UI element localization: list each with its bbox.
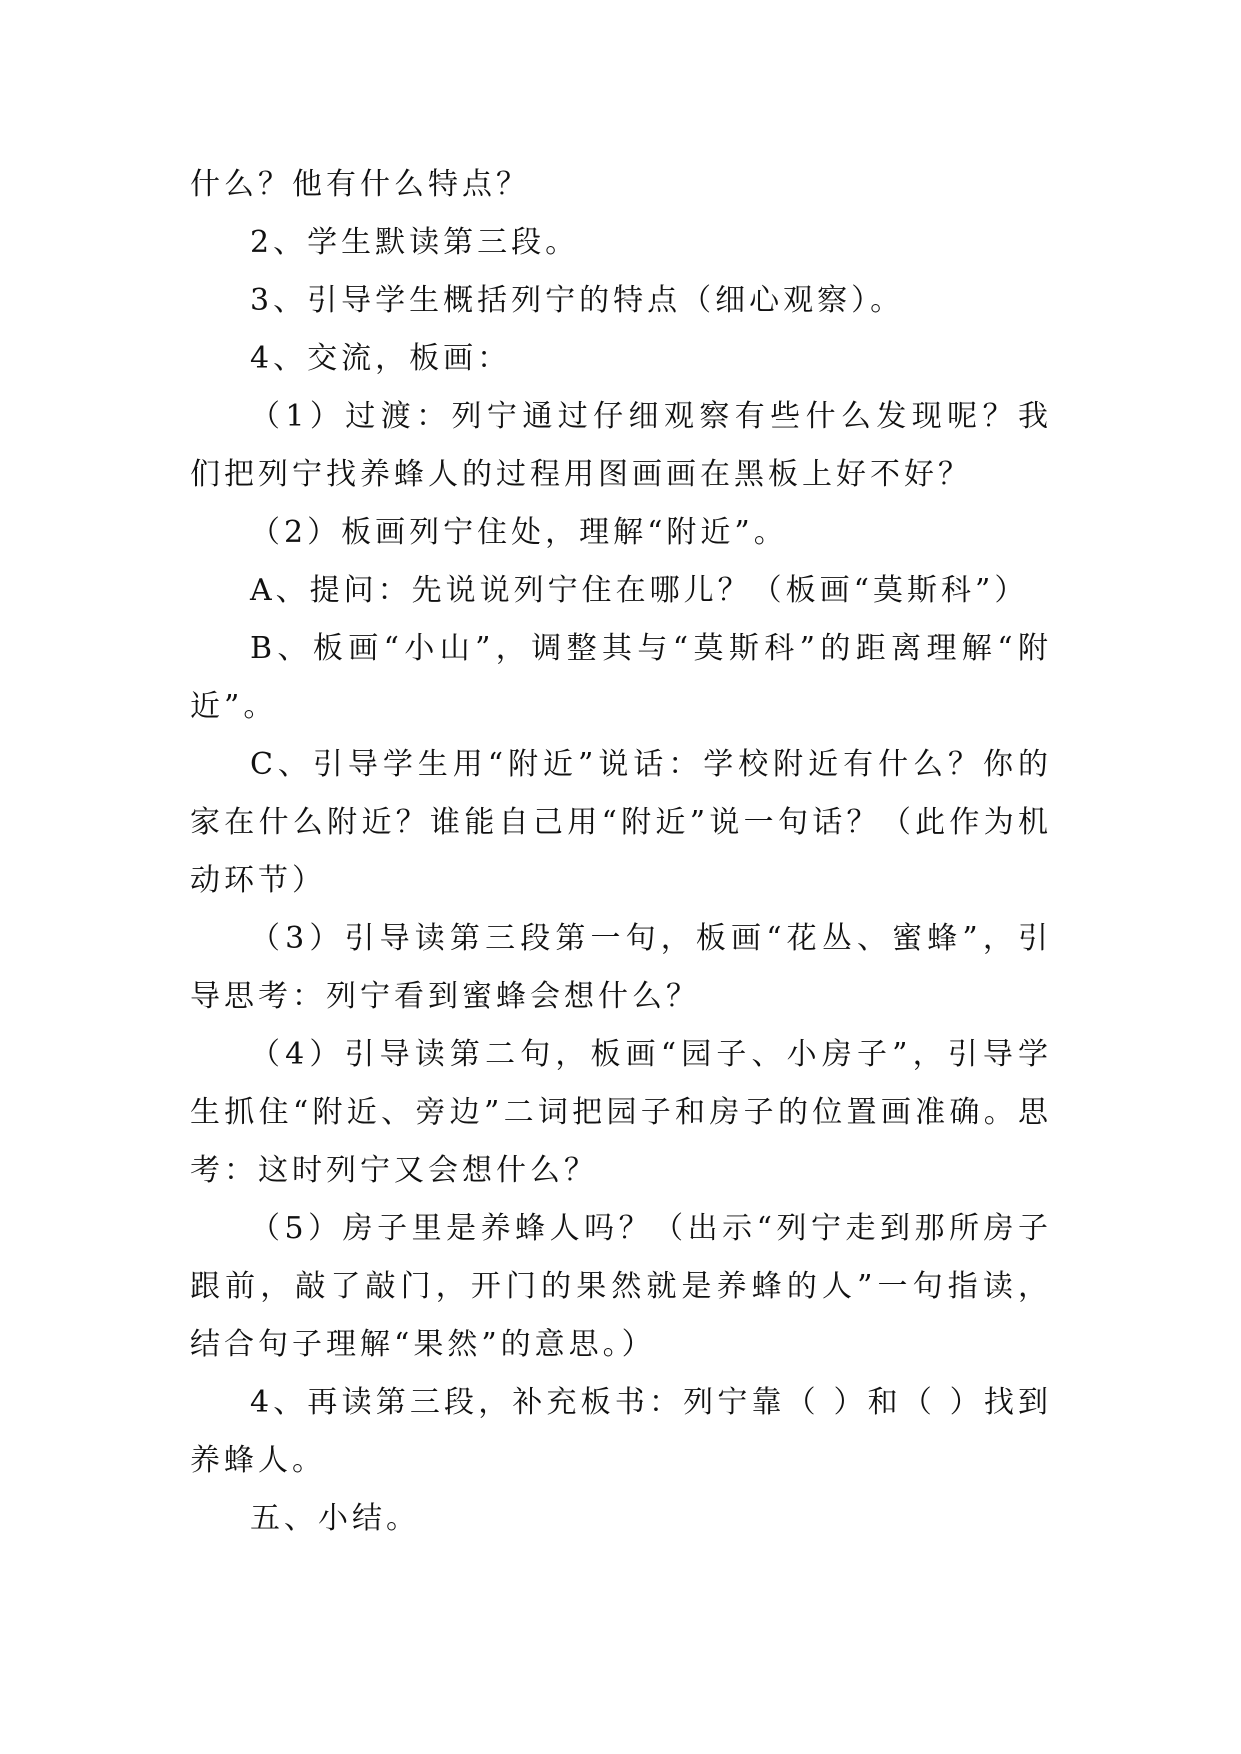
paragraph-step-4-reread: 4、再读第三段，补充板书：列宁靠（ ）和（ ）找到养蜂人。 [190,1385,1052,1478]
paragraph-step-3: 3、引导学生概括列宁的特点（细心观察）。 [250,283,905,318]
paragraph-sub-5: （5）房子里是养蜂人吗？（出示“列宁走到那所房子跟前，敲了敲门，开门的果然就是养蜂的人”一句指读，结合句子理解“果然”的意思。） [190,1211,1052,1362]
paragraph-item-a: A、提问：先说说列宁住在哪儿？（板画“莫斯科”） [250,573,1029,608]
paragraph-sub-4: （4）引导读第二句，板画“园子、小房子”，引导学生抓住“附近、旁边”二词把园子和房子的位置画准确。思考：这时列宁又会想什么？ [190,1037,1052,1188]
paragraph-step-4: 4、交流，板画： [250,341,512,376]
paragraph-step-2: 2、学生默读第三段。 [250,225,580,260]
paragraph-sub-2: （2）板画列宁住处，理解“附近”。 [250,515,788,550]
paragraph-item-b: B、板画“小山”，调整其与“莫斯科”的距离理解“附近”。 [190,631,1052,724]
paragraph-summary-heading: 五、小结。 [250,1501,420,1536]
paragraph-continuation: 什么？他有什么特点？ [190,167,530,202]
paragraph-item-c: C、引导学生用“附近”说话：学校附近有什么？你的家在什么附近？谁能自己用“附近”说一句话？（此作为机动环节） [190,747,1052,898]
document-body [190,156,1052,1548]
paragraph-sub-3: （3）引导读第三段第一句，板画“花丛、蜜蜂”，引导思考：列宁看到蜜蜂会想什么？ [190,921,1052,1014]
paragraph-sub-1: （1）过渡：列宁通过仔细观察有些什么发现呢？我们把列宁找养蜂人的过程用图画画在黑板上好不好？ [190,399,1052,492]
